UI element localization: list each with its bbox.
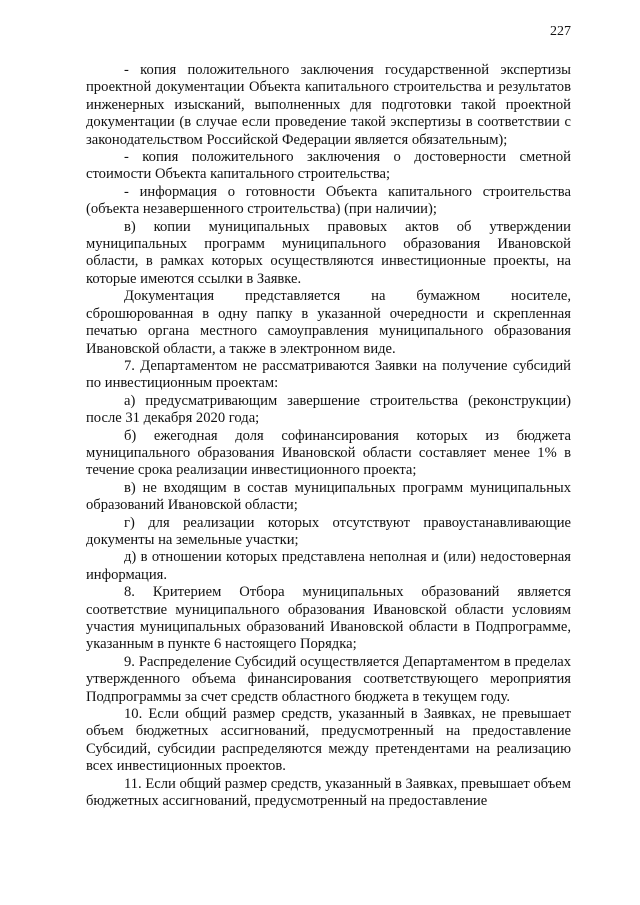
paragraph-section-9: 9. Распределение Субсидий осуществляется Департаментом в пределах утвержденного объема финансирования соответствующего мероприятия Подпрограммы за счет средств областного бюджета в текущем году.: [86, 653, 571, 705]
paragraph-section-10: 10. Если общий размер средств, указанный в Заявках, не превышает объем бюджетных ассигнований, предусмотренный на предоставление Субсидий, субсидии распределяются между претендентами на реализацию всех инвестиционных проектов.: [86, 706, 571, 775]
paragraph-item-v-legal-acts: в) копии муниципальных правовых актов об утверждении муниципальных программ муниципального образования Ивановской области, в рамках которых осуществляются инвестиционные проекты, на которые имеются ссылки в Заявке.: [86, 218, 571, 287]
paragraph-item-a: а) предусматривающим завершение строительства (реконструкции) после 31 декабря 2020 года;: [86, 392, 571, 427]
paragraph-readiness-info: - информация о готовности Объекта капитального строительства (объекта незавершенного строительства) (при наличии);: [86, 183, 571, 218]
paragraph-section-11: 11. Если общий размер средств, указанный в Заявках, превышает объем бюджетных ассигнований, предусмотренный на предоставление: [86, 775, 571, 810]
paragraph-item-b: б) ежегодная доля софинансирования которых из бюджета муниципального образования Ивановской области составляет менее 1% в течение срока реализации инвестиционного проекта;: [86, 427, 571, 479]
paragraph-item-v: в) не входящим в состав муниципальных программ муниципальных образований Ивановской области;: [86, 479, 571, 514]
paragraph-item-d: д) в отношении которых представлена неполная и (или) недостоверная информация.: [86, 549, 571, 583]
paragraph-documentation-format: Документация представляется на бумажном носителе, сброшюрованная в одну папку в указанной очередности и скрепленная печатью органа местного самоуправления муниципального образования Ивановской области, а также в электронном виде.: [86, 288, 571, 357]
page-number: 227: [550, 24, 571, 39]
paragraph-section-8: 8. Критерием Отбора муниципальных образований является соответствие муниципального образования Ивановской области условиям участия муниципальных образований Ивановской области в Подпрограмме, указанным в пункте 6 настоящего Порядка;: [86, 584, 571, 653]
paragraph-estimate-copy: - копия положительного заключения о достоверности сметной стоимости Объекта капитального строительства;: [86, 149, 571, 183]
paragraph-expertise-copy: - копия положительного заключения государственной экспертизы проектной документации Объекта капитального строительства и результатов инженерных изысканий, выполненных для подготовки такой проектной документации (в случае если проведение такой экспертизы в соответствии с законодательством Российской Федерации является обязательным);: [86, 62, 571, 148]
paragraph-section-7: 7. Департаментом не рассматриваются Заявки на получение субсидий по инвестиционным проектам:: [86, 357, 571, 392]
document-body: [86, 62, 571, 810]
paragraph-item-g: г) для реализации которых отсутствуют правоустанавливающие документы на земельные участки;: [86, 514, 571, 548]
